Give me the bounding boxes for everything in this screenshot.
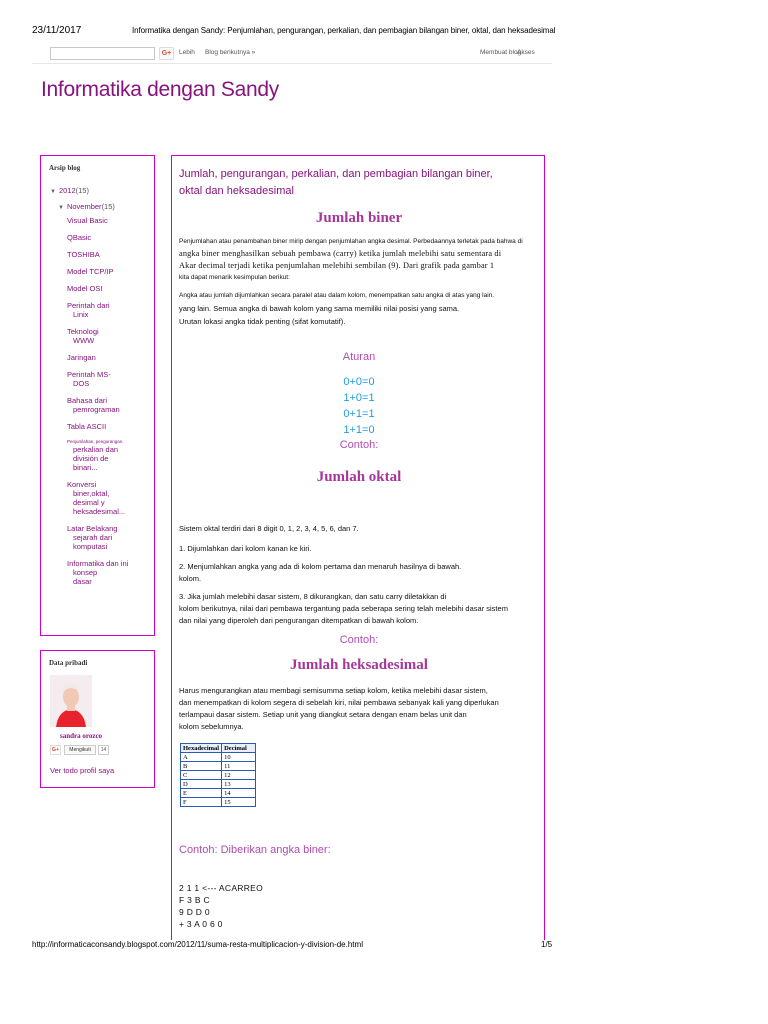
archive-post-link[interactable]: TOSHIBA — [67, 250, 100, 259]
profile-widget-title: Data pribadi — [49, 659, 88, 667]
table-cell: E — [181, 789, 222, 798]
table-cell: D — [181, 780, 222, 789]
table-row — [181, 753, 256, 762]
binary-p2-line1: Angka atau jumlah dijumlahkan secara paralel atau dalam kolom, menempatkan satu angka di atas yang lain. — [179, 292, 495, 299]
triangle-down-icon[interactable]: ▼ — [50, 189, 56, 195]
create-blog-link[interactable]: Membuat blog — [480, 49, 522, 56]
table-row — [181, 789, 256, 798]
octal-step1: 1. Dijumlahkan dari kolom kanan ke kiri. — [179, 544, 312, 553]
octal-step2-line2: kolom. — [179, 574, 202, 583]
post-container — [171, 155, 545, 940]
table-cell: 11 — [222, 762, 256, 771]
archive-post-link[interactable]: Tabla ASCII — [67, 422, 107, 431]
table-cell: F — [181, 798, 222, 807]
heading-octal-sum: Jumlah oktal — [316, 469, 402, 485]
archive-post-list — [67, 216, 153, 594]
archive-post-link-text[interactable]: Bahasa dari — [67, 396, 108, 405]
follow-button[interactable]: Mengikuti — [64, 745, 96, 755]
example-line-1: 2 1 1 <--- ACARREO — [179, 883, 264, 893]
octal-step2-line1: 2. Menjumlahkan angka yang ada di kolom pertama dan menaruh hasilnya di bawah. — [179, 562, 462, 571]
navbar-search-input[interactable] — [50, 47, 155, 60]
table-cell: 15 — [222, 798, 256, 807]
octal-step3-line2: kolom berikutnya, nilai dari pembawa tergantung pada seberapa sering telah melebihi dasar sistem — [179, 604, 508, 613]
archive-post-link-text[interactable]: WWW — [73, 336, 95, 345]
archive-post-link[interactable]: Jaringan — [67, 353, 96, 362]
hex-p-line4: kolom sebelumnya. — [179, 722, 244, 731]
hex-example-title: Contoh: Diberikan angka biner: — [179, 844, 331, 856]
print-page-title: Informatika dengan Sandy: Penjumlahan, pengurangan, perkalian, dan pembagian bilangan biner, oktal, dan heksadesimal — [132, 26, 556, 35]
view-full-profile-link[interactable]: Ver todo profil saya — [50, 766, 115, 775]
archive-post-link[interactable]: Visual Basic — [67, 216, 108, 225]
binary-p2-line2: yang lain. Semua angka di bawah kolom yang sama memiliki nilai posisi yang sama. — [179, 304, 460, 313]
archive-post-link-text[interactable]: Informatika dan ini — [67, 559, 129, 568]
table-cell: B — [181, 762, 222, 771]
table-cell: A — [181, 753, 222, 762]
print-page-number: 1/5 — [541, 940, 553, 949]
octal-intro: Sistem oktal terdiri dari 8 digit 0, 1, 2, 3, 4, 5, 6, dan 7. — [179, 524, 359, 533]
table-cell: 10 — [222, 753, 256, 762]
table-header: Hexadecimal — [181, 744, 222, 753]
rules-title: Aturan — [342, 351, 376, 363]
example-line-2: F 3 B C — [179, 895, 210, 905]
hex-p-line2: dan menempatkan di kolom segera di sebelah kiri, nilai pembawa sebanyak kali yang diperlukan — [179, 698, 499, 707]
table-row — [181, 771, 256, 780]
binary-p1-line1: Penjumlahan atau penambahan biner mirip dengan penjumlahan angka desimal. Perbedaannya terletak pada bahwa di — [179, 238, 523, 245]
archive-post-link-text[interactable]: Konversi — [67, 480, 97, 489]
octal-step3-line1: 3. Jika jumlah melebihi dasar sistem, 8 dikurangkan, dan satu carry diletakkan di — [179, 592, 447, 601]
rule-4: 1+1=0 — [343, 424, 375, 436]
blogger-navbar — [32, 43, 552, 64]
archive-post-link-text[interactable]: Perintah MS- — [67, 370, 111, 379]
gplus-icon[interactable]: G+ — [51, 747, 60, 753]
table-cell: C — [181, 771, 222, 780]
archive-post-link-text[interactable]: sejarah dari komputasi — [73, 533, 113, 551]
rule-1: 0+0=0 — [343, 376, 375, 388]
table-cell: 12 — [222, 771, 256, 780]
table-cell: 14 — [222, 789, 256, 798]
archive-post-link[interactable]: Model TCP/IP — [67, 267, 114, 276]
profile-name[interactable]: sandra orozco — [60, 732, 103, 740]
profile-widget — [40, 650, 155, 788]
binary-p1-line4: kita dapat menarik kesimpulan berikut: — [179, 274, 290, 281]
archive-post-link[interactable]: QBasic — [67, 233, 92, 242]
binary-p2-line3: Urutan lokasi angka tidak penting (sifat komutatif). — [179, 317, 346, 326]
binary-p1-line2: angka biner menghasilkan sebuah pembawa (carry) ketika jumlah melebihi satu sementara di — [179, 249, 502, 258]
next-blog-link[interactable]: Blog berikutnya » — [205, 49, 256, 56]
print-date: 23/11/2017 — [32, 25, 82, 36]
avatar[interactable] — [50, 675, 92, 727]
print-url: http://informaticaconsandy.blogspot.com/2012/11/suma-resta-multiplicacion-y-division-de.html — [32, 940, 363, 949]
table-row — [181, 780, 256, 789]
rule-2: 1+0=1 — [343, 392, 375, 404]
archive-post-link[interactable] — [67, 370, 153, 388]
binary-p1-line3: Akar decimal terjadi ketika penjumlahan melebihi sembilan (9). Dari grafik pada gambar 1 — [179, 261, 495, 270]
archive-post-link[interactable] — [67, 480, 153, 516]
archive-post-link-text[interactable]: Linix — [73, 310, 89, 319]
archive-post-link-text[interactable]: DOS — [73, 379, 90, 388]
gplus-icon[interactable]: G+ — [159, 47, 174, 60]
table-header-row — [181, 744, 256, 753]
login-link[interactable]: Akses — [517, 49, 535, 56]
hex-p-line1: Harus mengurangkan atau membagi semisumma setiap kolom, ketika melebihi dasar sistem, — [179, 686, 488, 695]
archive-post-link[interactable] — [67, 396, 153, 414]
archive-post-link-text[interactable]: perkalian dan división de binari... — [73, 445, 119, 472]
post-title[interactable]: Jumlah, pengurangan, perkalian, dan pembagian bilangan biner, oktal dan heksadesimal — [179, 168, 493, 197]
archive-post-link[interactable]: Model OSI — [67, 284, 103, 293]
archive-post-link[interactable] — [67, 439, 153, 472]
archive-post-link[interactable] — [67, 524, 153, 551]
heading-binary-sum: Jumlah biner — [315, 210, 403, 226]
archive-post-link[interactable] — [67, 301, 153, 319]
archive-post-link[interactable] — [67, 327, 153, 345]
archive-post-link-text[interactable]: Teknologi — [67, 327, 99, 336]
follower-count: 14 — [98, 745, 109, 755]
more-link[interactable]: Lebih — [179, 49, 195, 56]
table-header: Decimal — [222, 744, 256, 753]
hex-decimal-table — [180, 743, 256, 807]
archive-post-link[interactable] — [67, 559, 153, 586]
table-row — [181, 798, 256, 807]
archive-post-link-text[interactable]: pemrograman — [73, 405, 120, 414]
table-row — [181, 762, 256, 771]
hex-p-line3: terlampaui dasar sistem. Setiap unit yang diangkut setara dengan enam belas unit dan — [179, 710, 467, 719]
archive-post-link-text[interactable]: Perintah dari — [67, 301, 110, 310]
rule-3: 0+1=1 — [343, 408, 375, 420]
table-cell: 13 — [222, 780, 256, 789]
blog-title[interactable]: Informatika dengan Sandy — [41, 78, 279, 101]
archive-widget-title: Arsip blog — [49, 164, 81, 172]
archive-year-2012[interactable]: ▼ 2012(15) — [50, 186, 89, 195]
archive-post-link-text[interactable]: biner,oktal, desimal y heksadesimal... — [73, 489, 126, 516]
octal-step3-line3: dan nilai yang diperoleh dari pengurangan ditempatkan di bawah kolom. — [179, 616, 419, 625]
binary-example-label: Contoh: — [339, 439, 379, 451]
archive-post-link-text[interactable]: konsep dasar — [73, 568, 98, 586]
octal-example-label: Contoh: — [339, 634, 379, 646]
example-line-4: + 3 A 0 6 0 — [179, 919, 223, 929]
triangle-down-icon[interactable]: ▼ — [58, 205, 64, 211]
example-line-3: 9 D D 0 — [179, 907, 210, 917]
heading-hex-sum: Jumlah heksadesimal — [290, 657, 428, 673]
blog-archive-widget — [40, 155, 155, 636]
archive-month-november[interactable]: ▼ November(15) — [58, 202, 115, 211]
archive-post-link-text[interactable]: Latar Belakang — [67, 524, 118, 533]
archive-post-link-text[interactable]: Penjumlahan, pengurangan, — [67, 439, 124, 444]
